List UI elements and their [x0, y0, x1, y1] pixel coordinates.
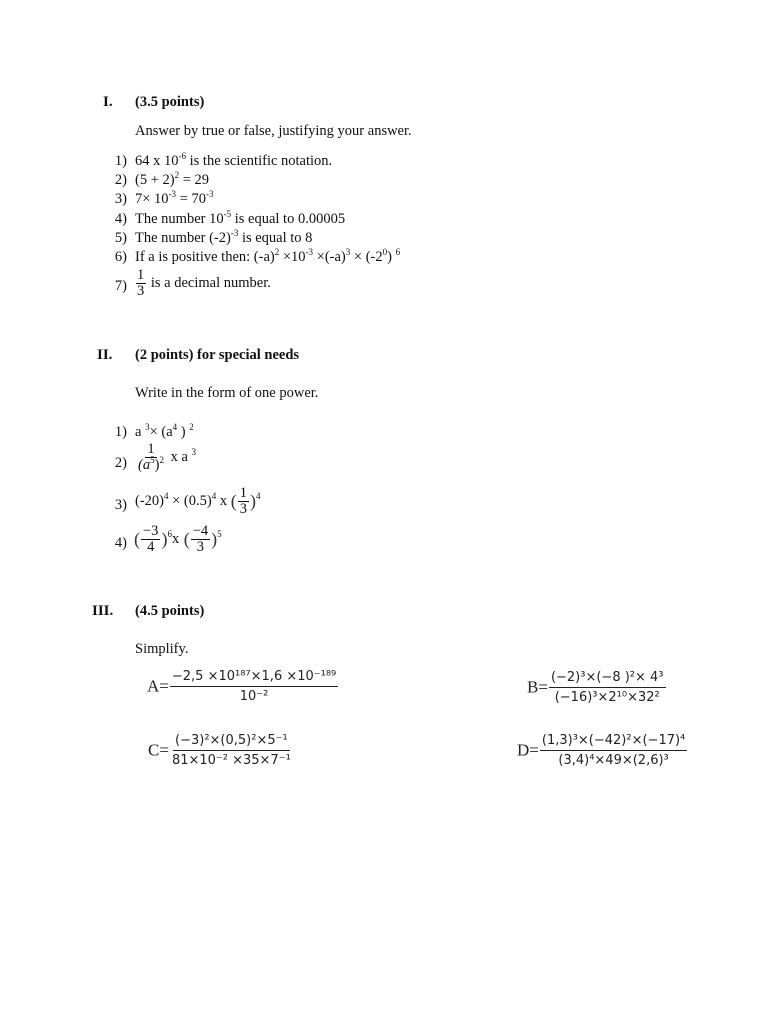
- section-3-roman: III.: [92, 603, 114, 619]
- equation-a: A= $\frac{\text{−2,5 ×10¹⁸⁷×1,6 ×10⁻¹⁸⁹}}{\text{10⁻²}}$: [147, 669, 337, 704]
- section-3-heading: (4.5 points): [135, 603, 205, 619]
- s2-item-2: $\frac{1}{(a^5)^2}$ x a $^3$: [138, 441, 196, 474]
- s1-item-6-number: 6): [114, 249, 127, 265]
- s1-item-7: $\frac{1}{3}$ is a decimal number.: [137, 267, 271, 300]
- equation-c: C= $\frac{\text{(−3)²×(0,5)²×5⁻¹}}{\text{81×10⁻² ×35×7⁻¹}}$: [148, 733, 291, 768]
- s2-item-3-number: 3): [114, 497, 127, 513]
- section-2-instruction: Write in the form of one power.: [135, 385, 319, 401]
- section-3-instruction: Simplify.: [135, 641, 189, 657]
- section-2-roman: II.: [97, 347, 113, 363]
- section-2-heading: (2 points) for special needs: [135, 347, 300, 363]
- s2-item-3: $(-20)^4 \times (0.5)^4$ x ( $\frac{1}{3}$ )$^4$: [135, 485, 261, 518]
- s1-item-2: $(5 + 2)^2 = 29$: [135, 170, 210, 188]
- s1-item-5: The number $(-2)^{-3}$ is equal to 8: [135, 228, 313, 246]
- section-1-roman: I.: [103, 94, 113, 110]
- s1-item-6: If a is positive then: $(-a)^2 \times 10^{-3} \times(-a)^3 \times (-2^0)$ $^6$: [135, 247, 401, 265]
- s1-item-7-number: 7): [114, 278, 127, 294]
- fraction-one-third-b: $\frac{1}{3}$: [239, 485, 247, 518]
- s1-item-5-number: 5): [114, 230, 127, 246]
- s1-item-1-number: 1): [114, 153, 127, 169]
- section-1-heading: (3.5 points): [135, 94, 205, 110]
- s2-item-1-number: 1): [114, 424, 127, 440]
- fraction-neg3-over-4: $\frac{-3}{4}$: [143, 523, 159, 556]
- equation-d: D= $\frac{\text{(1,3)³×(−42)²×(−17)⁴}}{\text{(3,4)⁴×49×(2,6)³}}$: [517, 733, 686, 768]
- s2-item-4: ( $\frac{-3}{4}$ )$^6$x ( $\frac{-4}{3}$ )$^5$: [134, 523, 222, 556]
- s1-item-1: 64 x $10^{-6}$ is the scientific notation.: [135, 151, 333, 169]
- fraction-one-third: $\frac{1}{3}$: [137, 267, 145, 300]
- s1-item-3-number: 3): [114, 191, 127, 207]
- fraction-neg4-over-3: $\frac{-4}{3}$: [192, 523, 209, 556]
- s2-item-1: a $^3\times (a^4$ ) $^2$: [135, 422, 194, 440]
- s1-item-4-number: 4): [114, 211, 127, 227]
- fraction-one-over-a5-squared: $\frac{1}{(a^5)^2}$: [138, 441, 164, 474]
- s2-item-4-number: 4): [114, 535, 127, 551]
- s2-item-2-number: 2): [114, 455, 127, 471]
- s1-item-2-number: 2): [114, 172, 127, 188]
- s1-item-3: $7\times 10^{-3} = 70^{-3}$: [135, 189, 214, 207]
- s1-item-4: The number $10^{-5}$ is equal to 0.00005: [135, 209, 346, 227]
- section-1-instruction: Answer by true or false, justifying your answer.: [135, 123, 412, 139]
- equation-b: B= $\frac{\text{(−2)³×(−8 )²× 4³}}{\text{(−16)³×2¹⁰×32²}}$: [527, 670, 664, 705]
